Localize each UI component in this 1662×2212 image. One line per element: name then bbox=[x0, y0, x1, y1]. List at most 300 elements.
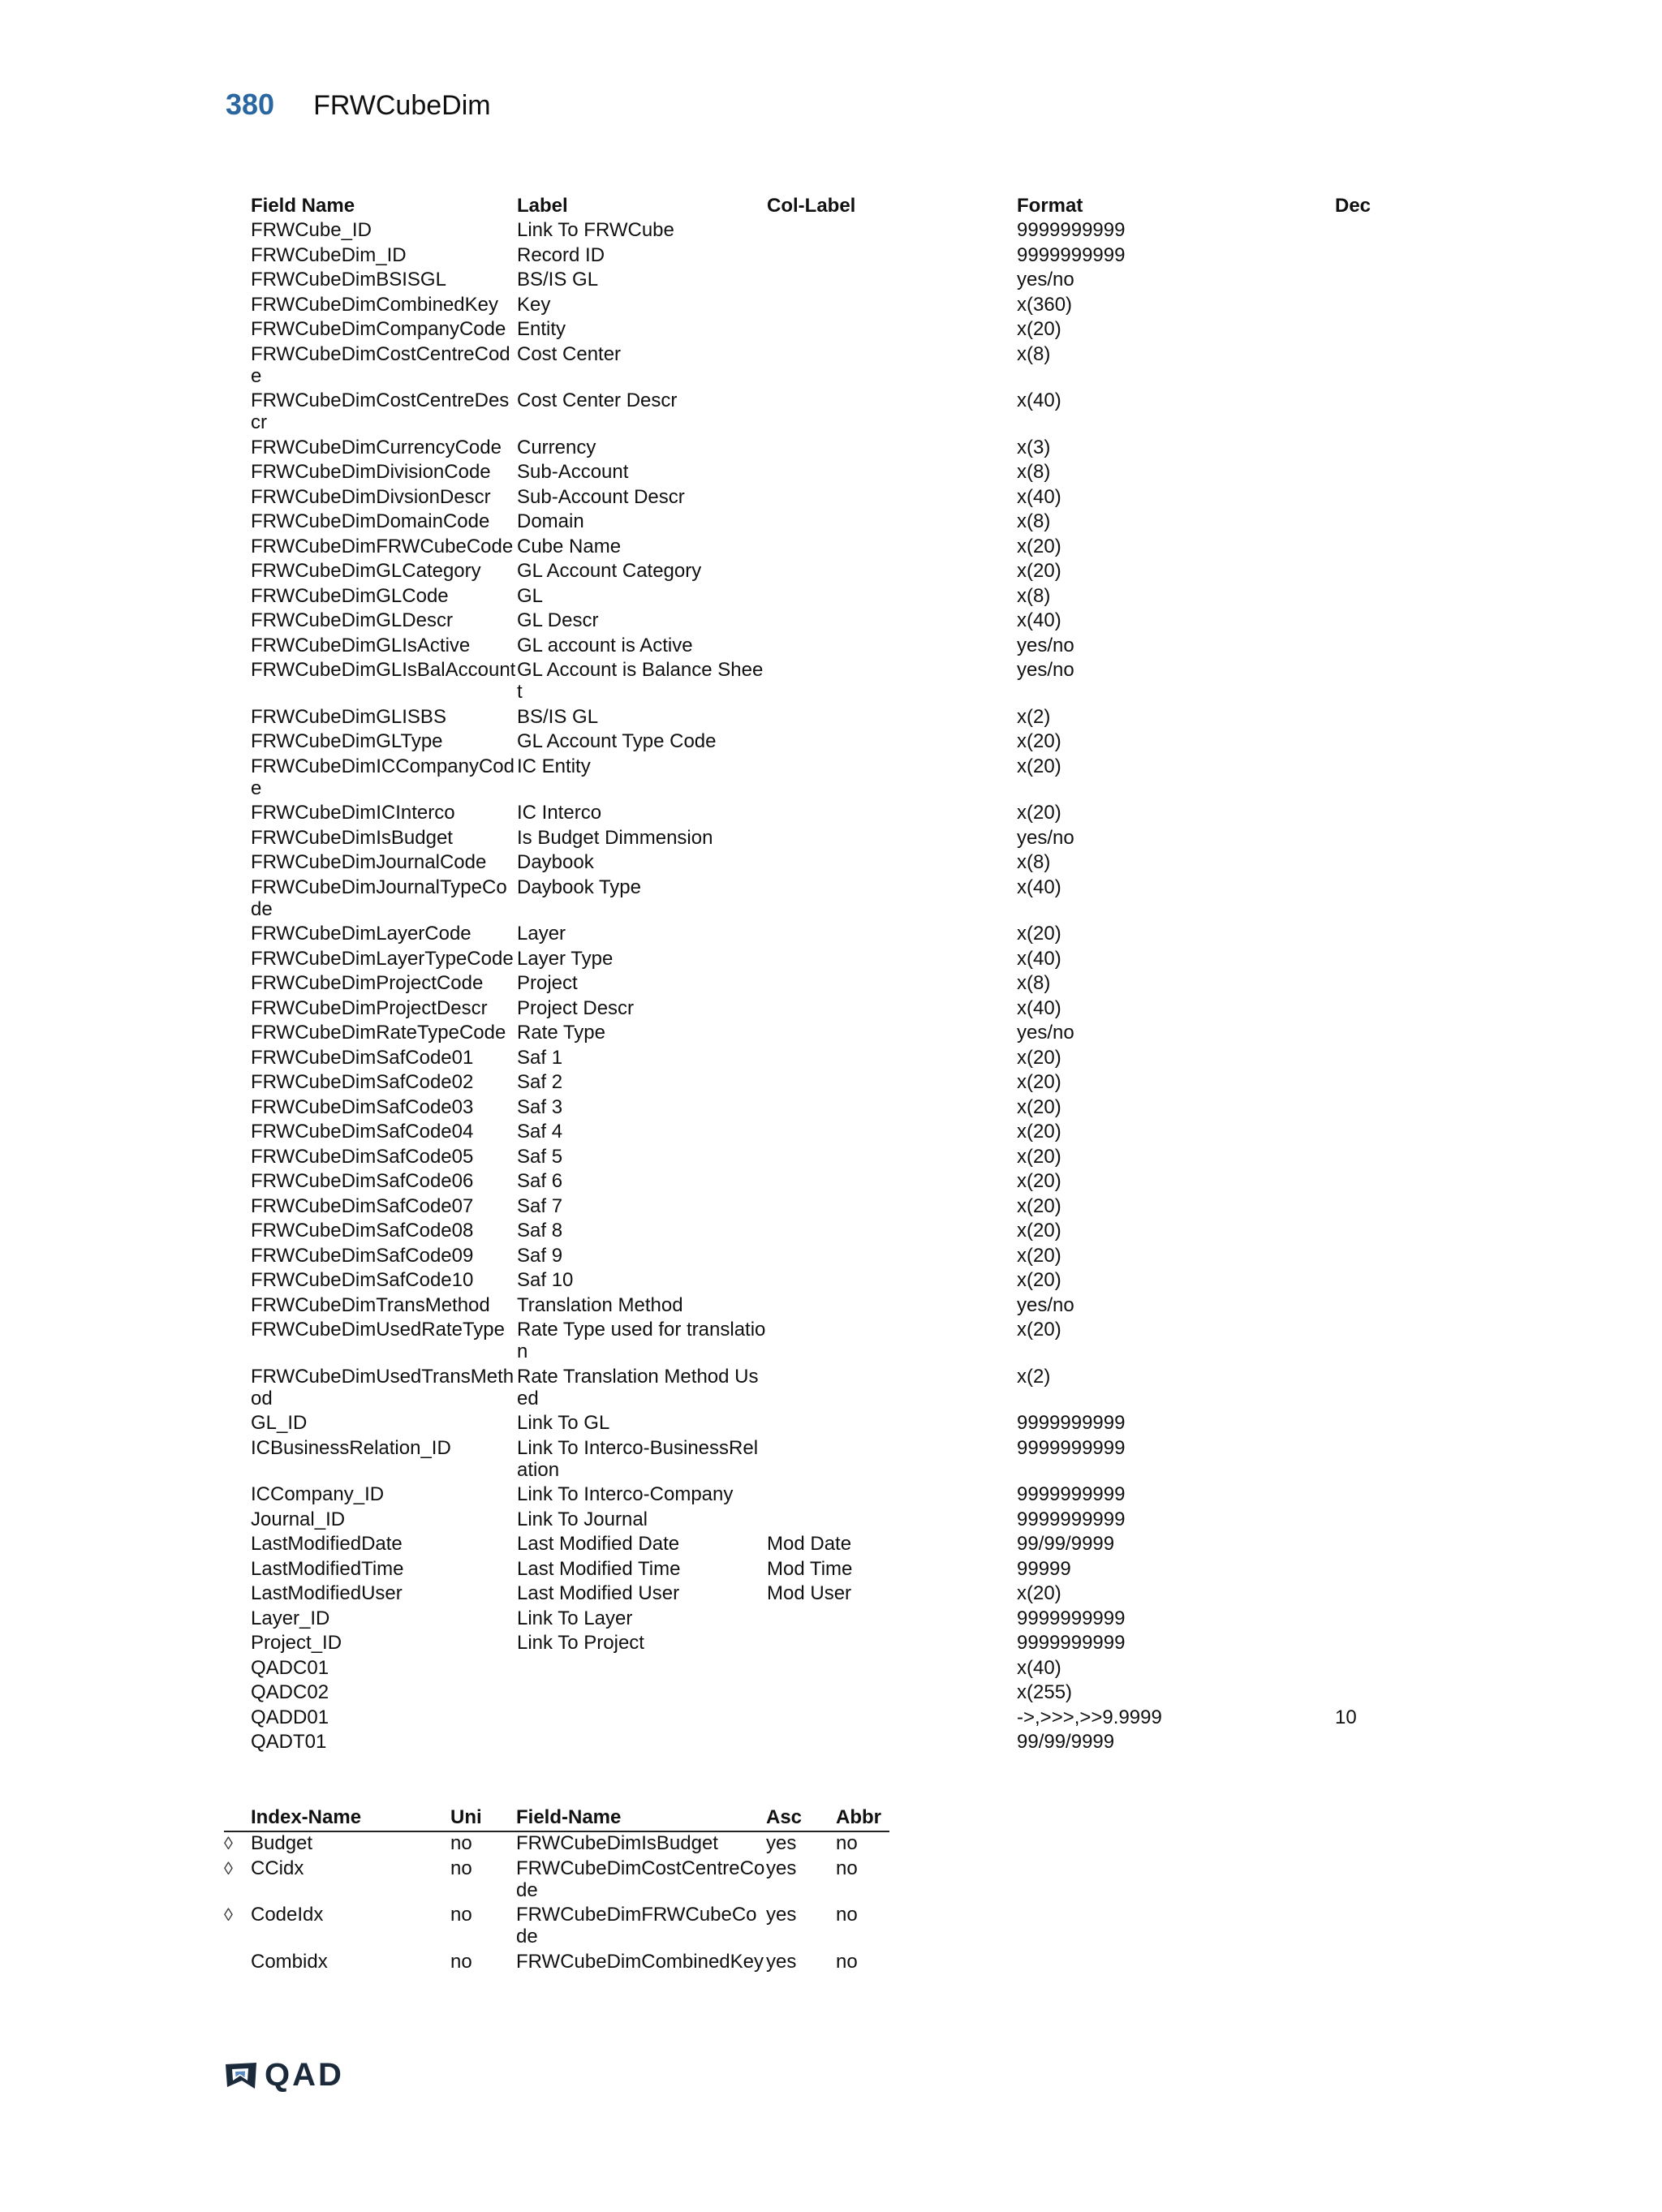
cell-field-name: FRWCubeDimLayerCode bbox=[251, 923, 471, 945]
table-row bbox=[251, 1533, 1468, 1558]
cell-asc: yes bbox=[766, 1950, 797, 1973]
cell-field-name: FRWCubeDimGLCode bbox=[251, 584, 449, 607]
cell-format: x(20) bbox=[1017, 1244, 1061, 1267]
cell-col-label bbox=[767, 510, 1017, 536]
cell-field-name: FRWCubeDimGLType bbox=[251, 730, 443, 752]
table-row bbox=[224, 1951, 889, 1976]
cell-dec bbox=[1335, 1412, 1468, 1437]
cell-format: x(40) bbox=[1017, 876, 1061, 898]
cell-format: 9999999999 bbox=[1017, 1483, 1126, 1505]
cell-col-label bbox=[767, 1146, 1017, 1171]
cell-dec bbox=[1335, 343, 1468, 390]
cell-format: x(2) bbox=[1017, 1365, 1051, 1388]
cell-label: Currency bbox=[517, 436, 596, 458]
cell-label: Saf 10 bbox=[517, 1269, 574, 1291]
cell-format: 9999999999 bbox=[1017, 1607, 1126, 1629]
index-marker-header bbox=[224, 1806, 251, 1831]
cell-dec bbox=[1335, 1731, 1468, 1756]
cell-field-name: ICCompany_ID bbox=[251, 1483, 385, 1505]
cell-field-name: FRWCubeDimIsBudget bbox=[516, 1832, 718, 1854]
cell-col-label bbox=[767, 635, 1017, 660]
cell-col-label bbox=[767, 486, 1017, 511]
cell-col-label bbox=[767, 244, 1017, 269]
cell-col-label bbox=[767, 1483, 1017, 1508]
table-row bbox=[251, 560, 1468, 585]
cell-label: Link To Journal bbox=[517, 1508, 648, 1530]
cell-format: yes/no bbox=[1017, 634, 1074, 656]
cell-format: x(20) bbox=[1017, 730, 1061, 752]
cell-format: x(20) bbox=[1017, 923, 1061, 945]
cell-uni: no bbox=[450, 1904, 472, 1926]
cell-format: x(360) bbox=[1017, 293, 1073, 316]
cell-dec bbox=[1335, 1508, 1468, 1534]
cell-field-name: FRWCubeDimJournalTypeCode bbox=[251, 876, 507, 920]
cell-field-name: FRWCubeDimGLCategory bbox=[251, 560, 481, 582]
cell-dec bbox=[1335, 635, 1468, 660]
index-table-body bbox=[224, 1831, 889, 1975]
cell-field-name: FRWCubeDimSafCode10 bbox=[251, 1269, 474, 1291]
cell-format: x(8) bbox=[1017, 461, 1051, 483]
cell-dec bbox=[1335, 318, 1468, 343]
cell-label: GL bbox=[517, 584, 544, 607]
cell-field-name: QADC01 bbox=[251, 1656, 329, 1679]
logo-text: QAD bbox=[265, 2057, 344, 2093]
cell-format: 9999999999 bbox=[1017, 219, 1126, 241]
index-table bbox=[224, 1806, 889, 1975]
cell-dec bbox=[1335, 802, 1468, 827]
cell-abbr: no bbox=[836, 1832, 858, 1854]
cell-field-name: QADD01 bbox=[251, 1706, 329, 1728]
cell-col-label bbox=[767, 1047, 1017, 1072]
cell-dec bbox=[1335, 585, 1468, 610]
cell-col-label bbox=[767, 560, 1017, 585]
cell-label bbox=[517, 1731, 767, 1756]
cell-field-name: FRWCubeDimICCompanyCode bbox=[251, 755, 515, 799]
cell-col-label bbox=[767, 1706, 1017, 1732]
col-header-format: Format bbox=[1017, 195, 1083, 217]
cell-format: x(20) bbox=[1017, 1319, 1061, 1341]
index-header-row bbox=[224, 1806, 889, 1831]
cell-field-name: Layer_ID bbox=[251, 1607, 330, 1629]
cell-label bbox=[517, 1706, 767, 1732]
cell-label: GL Descr bbox=[517, 609, 599, 631]
cell-format: x(20) bbox=[1017, 1269, 1061, 1291]
cell-col-label bbox=[767, 1294, 1017, 1319]
table-row bbox=[251, 1731, 1468, 1756]
col-header-index-name: Index-Name bbox=[251, 1806, 450, 1831]
cell-index-name: Combidx bbox=[251, 1950, 328, 1973]
cell-format: x(20) bbox=[1017, 802, 1061, 824]
cell-field-name: FRWCubeDimBSISGL bbox=[251, 269, 446, 290]
footer-logo bbox=[224, 2057, 344, 2094]
cell-field-name: QADC02 bbox=[251, 1681, 329, 1703]
table-row bbox=[251, 1319, 1468, 1366]
cell-dec bbox=[1335, 972, 1468, 997]
table-row bbox=[251, 1558, 1468, 1583]
cell-field-name: ICBusinessRelation_ID bbox=[251, 1436, 451, 1459]
cell-dec bbox=[1335, 1146, 1468, 1171]
index-marker: ◊ bbox=[224, 1904, 233, 1925]
cell-format: yes/no bbox=[1017, 659, 1074, 681]
cell-label: Last Modified Time bbox=[517, 1557, 681, 1580]
table-row bbox=[251, 389, 1468, 437]
cell-col-label bbox=[767, 1412, 1017, 1437]
cell-label: Link To Interco-BusinessRelation bbox=[517, 1436, 759, 1481]
cell-dec bbox=[1335, 851, 1468, 876]
cell-field-name: FRWCubeDimGLDescr bbox=[251, 609, 453, 631]
cell-format: x(40) bbox=[1017, 389, 1061, 411]
cell-format: x(20) bbox=[1017, 318, 1061, 340]
cell-format: yes/no bbox=[1017, 1022, 1074, 1044]
table-row bbox=[251, 294, 1468, 319]
cell-label: Rate Type bbox=[517, 1022, 605, 1044]
cell-format: x(40) bbox=[1017, 609, 1061, 631]
table-row bbox=[251, 755, 1468, 803]
cell-abbr: no bbox=[836, 1857, 858, 1879]
cell-field-name: FRWCubeDimGLIsBalAccount bbox=[251, 659, 516, 681]
col-header-col-label: Col-Label bbox=[767, 195, 856, 217]
cell-col-label bbox=[767, 1245, 1017, 1270]
cell-col-label bbox=[767, 609, 1017, 635]
table-row bbox=[251, 318, 1468, 343]
table-row bbox=[251, 1632, 1468, 1657]
cell-label: Cost Center Descr bbox=[517, 389, 678, 411]
cell-field-name: FRWCube_ID bbox=[251, 219, 372, 241]
table-row bbox=[251, 635, 1468, 660]
cell-col-label bbox=[767, 1269, 1017, 1294]
cell-col-label bbox=[767, 1170, 1017, 1195]
cell-field-name: FRWCubeDimSafCode04 bbox=[251, 1121, 474, 1143]
table-row bbox=[251, 1245, 1468, 1270]
cell-format: x(40) bbox=[1017, 947, 1061, 970]
col-header-index-field-name: Field-Name bbox=[516, 1806, 766, 1831]
cell-label: IC Entity bbox=[517, 755, 591, 777]
cell-format: 99/99/9999 bbox=[1017, 1731, 1115, 1753]
cell-format: x(255) bbox=[1017, 1681, 1073, 1703]
cell-field-name: FRWCubeDimSafCode03 bbox=[251, 1095, 474, 1118]
cell-asc: yes bbox=[766, 1857, 797, 1879]
cell-col-label bbox=[767, 389, 1017, 437]
cell-dec bbox=[1335, 1047, 1468, 1072]
table-row bbox=[251, 461, 1468, 486]
cell-field-name: FRWCubeDimFRWCubeCode bbox=[251, 535, 514, 557]
cell-field-name: FRWCubeDimDivisionCode bbox=[251, 461, 491, 483]
cell-field-name: LastModifiedTime bbox=[251, 1557, 404, 1580]
cell-index-name: CodeIdx bbox=[251, 1904, 324, 1926]
cell-label: Link To Layer bbox=[517, 1607, 633, 1629]
cell-label: GL Account Category bbox=[517, 560, 702, 582]
cell-dec bbox=[1335, 510, 1468, 536]
cell-col-label bbox=[767, 269, 1017, 294]
cell-dec bbox=[1335, 1657, 1468, 1682]
cell-dec: 10 bbox=[1335, 1706, 1357, 1728]
table-row bbox=[251, 1681, 1468, 1706]
cell-field-name: FRWCubeDimCostCentreCode bbox=[516, 1857, 765, 1901]
table-row bbox=[251, 1607, 1468, 1633]
cell-format: x(40) bbox=[1017, 485, 1061, 508]
cell-label: GL Account is Balance Sheet bbox=[517, 659, 764, 703]
cell-field-name: FRWCubeDimSafCode09 bbox=[251, 1244, 474, 1267]
cell-col-label bbox=[767, 219, 1017, 244]
cell-col-label bbox=[767, 876, 1017, 923]
col-header-abbr: Abbr bbox=[836, 1806, 889, 1831]
cell-format: x(20) bbox=[1017, 755, 1061, 777]
col-header-asc: Asc bbox=[766, 1806, 836, 1831]
cell-field-name: FRWCubeDimLayerTypeCode bbox=[251, 947, 514, 970]
cell-field-name: Journal_ID bbox=[251, 1508, 346, 1530]
cell-format: x(20) bbox=[1017, 1121, 1061, 1143]
cell-col-label bbox=[767, 1022, 1017, 1047]
cell-format: 9999999999 bbox=[1017, 243, 1126, 266]
cell-label: GL Account Type Code bbox=[517, 730, 717, 752]
cell-dec bbox=[1335, 1607, 1468, 1633]
cell-field-name: FRWCubeDimICInterco bbox=[251, 802, 455, 824]
cell-asc: yes bbox=[766, 1832, 797, 1854]
cell-format: x(20) bbox=[1017, 1170, 1061, 1192]
cell-col-label: Mod User bbox=[767, 1582, 852, 1604]
cell-uni: no bbox=[450, 1832, 472, 1854]
cell-format: x(40) bbox=[1017, 996, 1061, 1019]
cell-field-name: FRWCubeDimCombinedKey bbox=[516, 1950, 764, 1973]
cell-col-label bbox=[767, 1220, 1017, 1245]
page-title: FRWCubeDim bbox=[313, 90, 491, 121]
cell-dec bbox=[1335, 609, 1468, 635]
cell-format: 9999999999 bbox=[1017, 1632, 1126, 1654]
cell-dec bbox=[1335, 1437, 1468, 1484]
cell-format: x(20) bbox=[1017, 1071, 1061, 1093]
cell-label: Saf 7 bbox=[517, 1194, 563, 1217]
table-row bbox=[224, 1831, 889, 1857]
cell-label: Rate Type used for translation bbox=[517, 1319, 766, 1362]
cell-label: Saf 4 bbox=[517, 1121, 563, 1143]
cell-format: 9999999999 bbox=[1017, 1508, 1126, 1530]
cell-label: Rate Translation Method Used bbox=[517, 1365, 759, 1409]
cell-dec bbox=[1335, 1533, 1468, 1558]
cell-col-label bbox=[767, 659, 1017, 706]
cell-format: 99999 bbox=[1017, 1557, 1071, 1580]
cell-col-label bbox=[767, 585, 1017, 610]
cell-format: x(8) bbox=[1017, 851, 1051, 873]
cell-field-name: FRWCubeDimSafCode06 bbox=[251, 1170, 474, 1192]
table-row bbox=[251, 1657, 1468, 1682]
cell-format: x(3) bbox=[1017, 436, 1051, 458]
cell-format: x(20) bbox=[1017, 1194, 1061, 1217]
cell-dec bbox=[1335, 1681, 1468, 1706]
cell-label: Domain bbox=[517, 510, 584, 532]
table-row bbox=[251, 1483, 1468, 1508]
cell-label: Link To Project bbox=[517, 1632, 644, 1654]
cell-field-name: QADT01 bbox=[251, 1731, 327, 1753]
cell-label bbox=[517, 1657, 767, 1682]
cell-col-label bbox=[767, 997, 1017, 1022]
cell-format: x(8) bbox=[1017, 972, 1051, 994]
cell-dec bbox=[1335, 1220, 1468, 1245]
cell-field-name: FRWCubeDimSafCode08 bbox=[251, 1220, 474, 1242]
cell-field-name: FRWCubeDimProjectCode bbox=[251, 972, 484, 994]
cell-col-label bbox=[767, 1607, 1017, 1633]
cell-label bbox=[517, 1681, 767, 1706]
table-row bbox=[251, 972, 1468, 997]
cell-dec bbox=[1335, 536, 1468, 561]
cell-label: Project bbox=[517, 972, 578, 994]
cell-label: Sub-Account bbox=[517, 461, 629, 483]
cell-field-name: LastModifiedUser bbox=[251, 1582, 403, 1604]
cell-dec bbox=[1335, 437, 1468, 462]
cell-format: 9999999999 bbox=[1017, 1436, 1126, 1459]
cell-dec bbox=[1335, 1632, 1468, 1657]
cell-dec bbox=[1335, 219, 1468, 244]
cell-field-name: FRWCubeDimSafCode07 bbox=[251, 1194, 474, 1217]
cell-dec bbox=[1335, 1071, 1468, 1096]
cell-col-label bbox=[767, 851, 1017, 876]
table-row bbox=[251, 1437, 1468, 1484]
table-row bbox=[251, 1294, 1468, 1319]
cell-field-name: FRWCubeDimCombinedKey bbox=[251, 293, 498, 316]
cell-col-label bbox=[767, 1657, 1017, 1682]
col-header-uni: Uni bbox=[450, 1806, 516, 1831]
cell-format: x(20) bbox=[1017, 1220, 1061, 1242]
cell-field-name: FRWCubeDimCostCentreDescr bbox=[251, 389, 510, 433]
cell-label: Layer bbox=[517, 923, 566, 945]
cell-label: Last Modified User bbox=[517, 1582, 680, 1604]
cell-col-label bbox=[767, 972, 1017, 997]
cell-dec bbox=[1335, 1096, 1468, 1121]
table-row bbox=[251, 1706, 1468, 1732]
cell-label: Saf 1 bbox=[517, 1046, 563, 1069]
cell-asc: yes bbox=[766, 1904, 797, 1926]
table-row bbox=[251, 219, 1468, 244]
cell-col-label bbox=[767, 1121, 1017, 1146]
cell-col-label: Mod Time bbox=[767, 1557, 853, 1580]
cell-label: Sub-Account Descr bbox=[517, 485, 685, 508]
cell-uni: no bbox=[450, 1950, 472, 1973]
cell-label: Cube Name bbox=[517, 535, 622, 557]
cell-label: Saf 3 bbox=[517, 1095, 563, 1118]
fields-table-body bbox=[251, 219, 1468, 1756]
table-row bbox=[251, 486, 1468, 511]
cell-format: 99/99/9999 bbox=[1017, 1533, 1115, 1555]
table-row bbox=[251, 1269, 1468, 1294]
cell-dec bbox=[1335, 1195, 1468, 1220]
table-row bbox=[224, 1857, 889, 1904]
cell-label: BS/IS GL bbox=[517, 705, 599, 728]
cell-field-name: FRWCubeDimIsBudget bbox=[251, 826, 453, 849]
table-row bbox=[251, 851, 1468, 876]
cell-col-label bbox=[767, 437, 1017, 462]
table-row bbox=[251, 510, 1468, 536]
table-row bbox=[251, 269, 1468, 294]
cell-dec bbox=[1335, 1269, 1468, 1294]
cell-format: x(2) bbox=[1017, 705, 1051, 728]
table-row bbox=[251, 585, 1468, 610]
cell-format: x(20) bbox=[1017, 1145, 1061, 1168]
cell-field-name: FRWCubeDimGLISBS bbox=[251, 705, 446, 728]
cell-label: Translation Method bbox=[517, 1293, 683, 1316]
cell-col-label: Mod Date bbox=[767, 1533, 852, 1555]
table-row bbox=[251, 1022, 1468, 1047]
cell-label: Is Budget Dimmension bbox=[517, 826, 713, 849]
cell-col-label bbox=[767, 1071, 1017, 1096]
cell-label: Saf 9 bbox=[517, 1244, 563, 1267]
cell-dec bbox=[1335, 948, 1468, 973]
table-row bbox=[251, 609, 1468, 635]
cell-field-name: LastModifiedDate bbox=[251, 1533, 403, 1555]
cell-field-name: FRWCubeDimSafCode05 bbox=[251, 1145, 474, 1168]
table-row bbox=[251, 923, 1468, 948]
cell-abbr: no bbox=[836, 1950, 858, 1973]
cell-format: x(20) bbox=[1017, 535, 1061, 557]
table-row bbox=[251, 244, 1468, 269]
cell-label: Saf 5 bbox=[517, 1145, 563, 1168]
cell-field-name: FRWCubeDimUsedTransMethod bbox=[251, 1365, 515, 1409]
cell-uni: no bbox=[450, 1857, 472, 1879]
cell-label: Daybook bbox=[517, 851, 594, 873]
cell-dec bbox=[1335, 1558, 1468, 1583]
cell-label: Cost Center bbox=[517, 342, 622, 365]
table-row bbox=[251, 1096, 1468, 1121]
cell-label: GL account is Active bbox=[517, 634, 693, 656]
cell-format: x(20) bbox=[1017, 1582, 1061, 1604]
page-number: 380 bbox=[226, 88, 275, 121]
cell-col-label bbox=[767, 461, 1017, 486]
cell-dec bbox=[1335, 876, 1468, 923]
cell-field-name: FRWCubeDimCurrencyCode bbox=[251, 436, 502, 458]
table-row bbox=[251, 437, 1468, 462]
cell-col-label bbox=[767, 1731, 1017, 1756]
cell-format: x(40) bbox=[1017, 1656, 1061, 1679]
page-header bbox=[226, 88, 491, 128]
cell-index-name: CCidx bbox=[251, 1857, 304, 1879]
table-row bbox=[251, 1220, 1468, 1245]
cell-format: 9999999999 bbox=[1017, 1412, 1126, 1434]
cell-col-label bbox=[767, 318, 1017, 343]
table-row bbox=[251, 1047, 1468, 1072]
cell-field-name: FRWCubeDimFRWCubeCode bbox=[516, 1904, 757, 1947]
table-row bbox=[251, 997, 1468, 1022]
table-row bbox=[251, 1170, 1468, 1195]
cell-col-label bbox=[767, 802, 1017, 827]
col-header-label: Label bbox=[517, 195, 568, 217]
cell-field-name: Project_ID bbox=[251, 1632, 342, 1654]
table-row bbox=[251, 1582, 1468, 1607]
cell-label: Project Descr bbox=[517, 996, 635, 1019]
cell-col-label bbox=[767, 827, 1017, 852]
cell-col-label bbox=[767, 1437, 1017, 1484]
cell-dec bbox=[1335, 730, 1468, 755]
col-header-field-name: Field Name bbox=[251, 195, 355, 217]
cell-col-label bbox=[767, 294, 1017, 319]
cell-col-label bbox=[767, 1632, 1017, 1657]
index-marker: ◊ bbox=[224, 1857, 233, 1878]
cell-dec bbox=[1335, 1483, 1468, 1508]
cell-field-name: FRWCubeDimSafCode01 bbox=[251, 1046, 474, 1069]
qad-logo-icon bbox=[224, 2061, 258, 2090]
table-row bbox=[251, 1121, 1468, 1146]
cell-field-name: GL_ID bbox=[251, 1412, 308, 1434]
cell-col-label bbox=[767, 1366, 1017, 1413]
cell-dec bbox=[1335, 659, 1468, 706]
cell-field-name: FRWCubeDimCompanyCode bbox=[251, 318, 506, 340]
cell-format: yes/no bbox=[1017, 269, 1074, 290]
table-row bbox=[251, 1195, 1468, 1220]
cell-col-label bbox=[767, 706, 1017, 731]
cell-label: Link To GL bbox=[517, 1412, 610, 1434]
cell-dec bbox=[1335, 1245, 1468, 1270]
cell-field-name: FRWCubeDim_ID bbox=[251, 243, 407, 266]
table-row bbox=[251, 1071, 1468, 1096]
cell-col-label bbox=[767, 730, 1017, 755]
index-marker: ◊ bbox=[224, 1833, 233, 1853]
